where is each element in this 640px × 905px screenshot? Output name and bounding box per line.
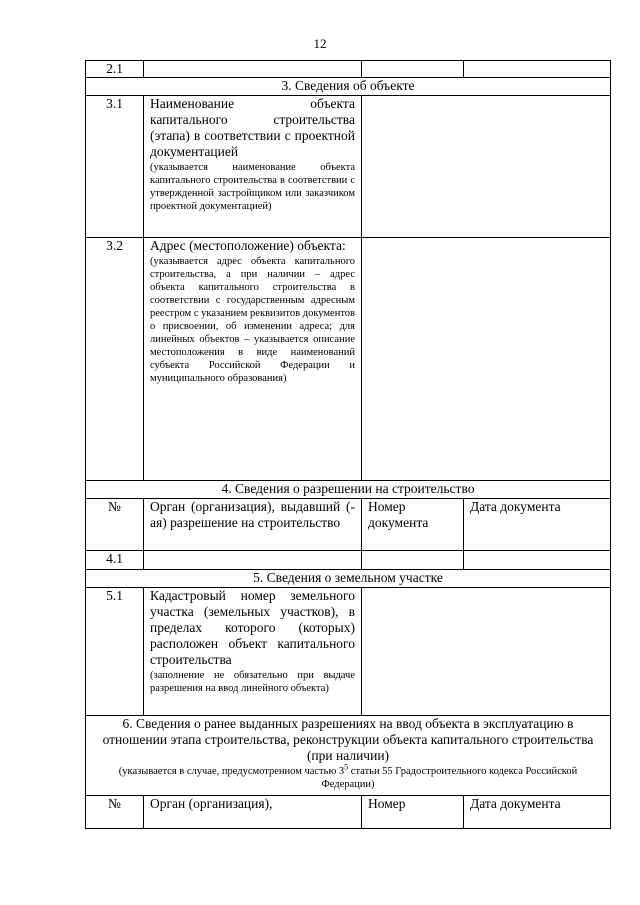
field-value-cell <box>362 238 611 481</box>
row-2-1 <box>86 61 611 78</box>
section-6-title: 6. Сведения о ранее выданных разрешениях на ввод объекта в эксплуатацию в отношении этапа строительства, реконструкции объекта капитального строительства (при наличии) <box>102 716 594 763</box>
field-label: Кадастровый номер земельного участка (земельных участков), в пределах которого (которых) расположен объект капитального строительства <box>150 588 355 667</box>
document-table <box>85 60 611 829</box>
column-header-number: № <box>86 796 144 829</box>
section-6-note <box>92 762 604 791</box>
empty-cell <box>362 61 464 78</box>
section-4-title: 4. Сведения о разрешении на строительство <box>86 481 611 499</box>
column-header-organ: Орган (организация), <box>144 796 362 829</box>
section-3-header-row <box>86 78 611 96</box>
row-number: 3.1 <box>86 96 144 238</box>
section-4-header-row <box>86 481 611 499</box>
section-3-title: 3. Сведения об объекте <box>86 78 611 96</box>
field-value-cell <box>362 588 611 716</box>
field-note: (указывается адрес объекта капитального строительства, а при наличии – адрес объекта капитального строительства в соответствии с государственным адресным реестром с указанием реквизитов документов о присвоении, об изменении адреса; для линейных объектов – указывается описание местоположения в виде наименований субъекта Российской Федерации и муниципального образования) <box>150 256 355 384</box>
column-header-doc-number: Номер документа <box>362 499 464 551</box>
field-value-cell <box>362 96 611 238</box>
row-number: 4.1 <box>86 551 144 570</box>
empty-cell <box>144 61 362 78</box>
section-6-column-header-row <box>86 796 611 829</box>
field-label-cell <box>144 238 362 481</box>
column-header-organ: Орган (организация), выдавший (-ая) разрешение на строительство <box>144 499 362 551</box>
empty-cell <box>464 551 611 570</box>
field-label: Адрес (местоположение) объекта: <box>150 238 346 253</box>
note-text: статьи 55 Градостроительного кодекса Российской Федерации) <box>321 766 578 790</box>
empty-cell <box>144 551 362 570</box>
note-superscript: 5 <box>344 762 349 772</box>
page-number: 12 <box>313 36 327 51</box>
row-4-1 <box>86 551 611 570</box>
row-number: 2.1 <box>86 61 144 78</box>
field-note: (заполнение не обязательно при выдаче разрешения на ввод линейного объекта) <box>150 670 355 694</box>
field-note: (указывается наименование объекта капитального строительства в соответствии с утвержденной застройщиком или заказчиком проектной документацией) <box>150 162 355 212</box>
row-5-1 <box>86 588 611 716</box>
row-3-1 <box>86 96 611 238</box>
field-label: Наименование объекта капитального строительства (этапа) в соответствии с проектной документацией <box>150 96 355 159</box>
empty-cell <box>362 551 464 570</box>
section-6-title-cell <box>86 716 611 796</box>
row-number: 5.1 <box>86 588 144 716</box>
section-5-title: 5. Сведения о земельном участке <box>86 570 611 588</box>
row-number: 3.2 <box>86 238 144 481</box>
section-4-column-header-row <box>86 499 611 551</box>
column-header-doc-date: Дата документа <box>464 796 611 829</box>
field-label-cell <box>144 96 362 238</box>
column-header-doc-number: Номер <box>362 796 464 829</box>
column-header-doc-date: Дата документа <box>464 499 611 551</box>
row-3-2 <box>86 238 611 481</box>
column-header-number: № <box>86 499 144 551</box>
field-label-cell <box>144 588 362 716</box>
note-text: (указывается в случае, предусмотренном частью 3 <box>118 766 345 777</box>
empty-cell <box>464 61 611 78</box>
section-5-header-row <box>86 570 611 588</box>
section-6-header-row <box>86 716 611 796</box>
